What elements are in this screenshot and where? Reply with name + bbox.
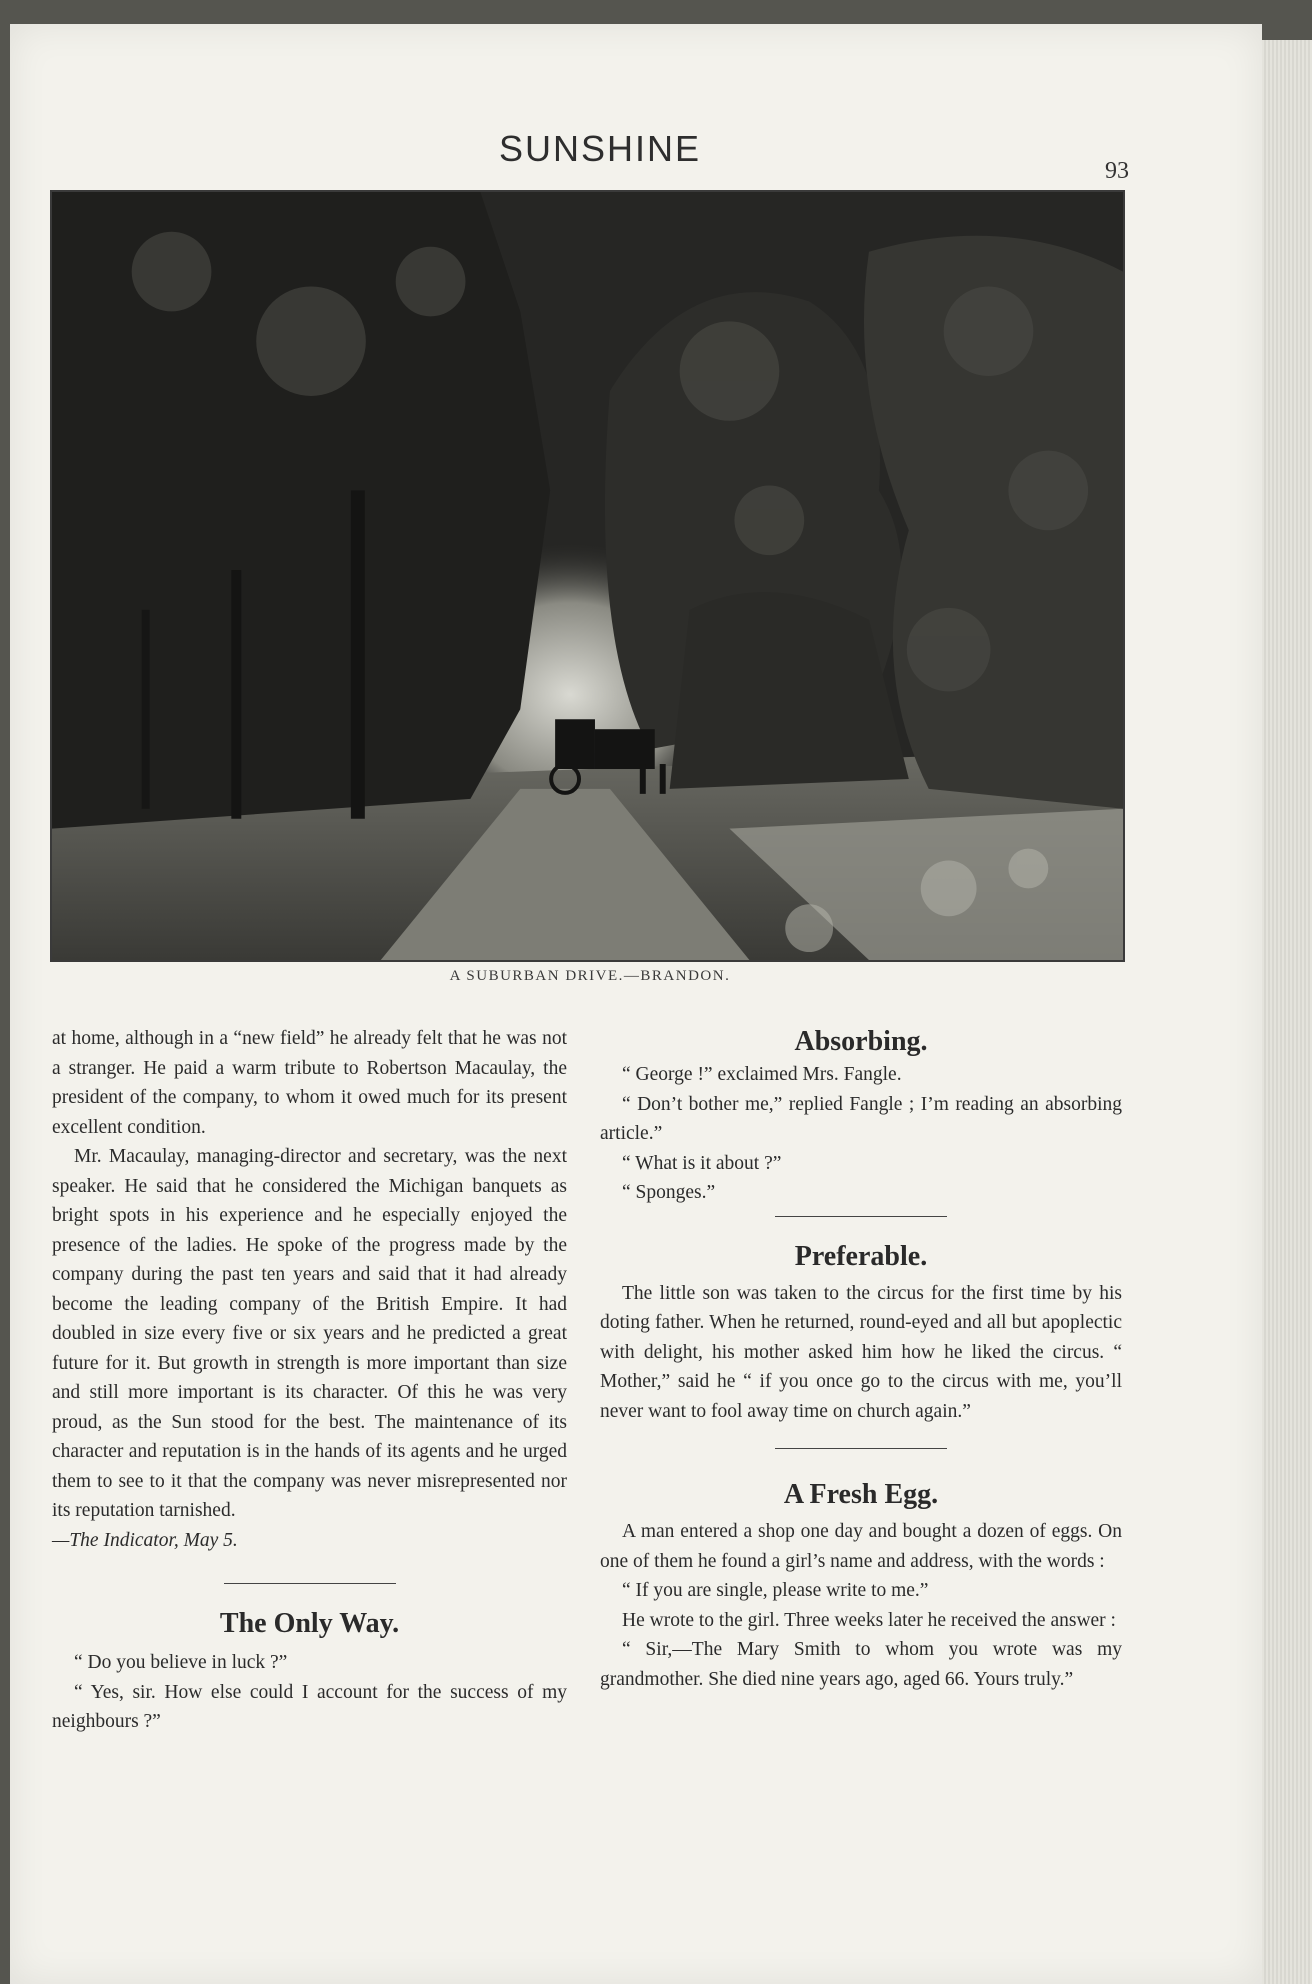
photo-illustration xyxy=(52,192,1123,960)
dialogue-line: “ Don’t bother me,” replied Fangle ; I’m reading an absorbing article.” xyxy=(600,1093,1122,1144)
article-paragraph: “ Sir,—The Mary Smith to whom you wrote was my grandmother. She died nine years ago, aged 66. Yours truly.” xyxy=(600,1639,1122,1690)
dialogue-line: “ Do you believe in luck ?” xyxy=(74,1652,288,1673)
section-heading-preferable: Preferable. xyxy=(794,1240,928,1272)
dialogue-line: “ George !” exclaimed Mrs. Fangle. xyxy=(622,1064,902,1085)
dialogue-line: “ What is it about ?” xyxy=(622,1152,782,1174)
dialogue-line: “ Sponges.” xyxy=(622,1182,716,1203)
photo-caption: A SUBURBAN DRIVE.—BRANDON. xyxy=(449,968,731,984)
masthead-title: SUNSHINE xyxy=(498,128,702,169)
article-paragraph: “ If you are single, please write to me.” xyxy=(622,1580,929,1601)
article-citation: —The Indicator, May 5. xyxy=(52,1529,238,1551)
suburban-drive-photo xyxy=(50,190,1125,962)
article-paragraph: The little son was taken to the circus for the first time by his doting father. When he returned, round-eyed and all but apoplectic with delight, his mother asked him how he liked the circus. “ Mother,” said he “ if you once go to the circus with me, you’ll never want to fool away time on church again.” xyxy=(600,1282,1122,1422)
section-heading-only-way: The Only Way. xyxy=(219,1608,400,1639)
article-paragraph: He wrote to the girl. Three weeks later he received the answer : xyxy=(622,1609,1116,1631)
right-column xyxy=(600,1024,1122,1694)
article-paragraph: A man entered a shop one day and bought a dozen of eggs. On one of them he found a girl’s name and address, with the words : xyxy=(600,1521,1122,1572)
article-paragraph: Mr. Macaulay, managing-director and secretary, was the next speaker. He said that he considered the Michigan banquets as bright spots in his experience and he especially enjoyed the presence of the ladies. He spoke of the progress made by the company during the past ten years and said that it had already become the leading company of the British Empire. It had doubled in size every five or six years and he predicted a great future for it. But growth in strength is more important than size and still more important is its character. Of this he was very proud, as the Sun stood for the best. The maintenance of its character and reputation is in the hands of its agents and he urged them to see to it that the company was never misrepresented nor its reputation tarnished. xyxy=(52,1146,567,1521)
dialogue-line: “ Yes, sir. How else could I account for the success of my neighbours ?” xyxy=(52,1681,567,1732)
section-heading-absorbing: Absorbing. xyxy=(794,1026,928,1057)
left-column xyxy=(52,1024,567,1737)
page-number: 93 xyxy=(1105,158,1129,184)
article-paragraph: at home, although in a “new field” he already felt that he was not a stranger. He paid a warm tribute to Robertson Macaulay, the president of the company, to whom it owed much for its present excellent condition. xyxy=(52,1028,567,1138)
page-edge xyxy=(1262,40,1312,1984)
section-heading-fresh-egg: A Fresh Egg. xyxy=(783,1479,939,1510)
